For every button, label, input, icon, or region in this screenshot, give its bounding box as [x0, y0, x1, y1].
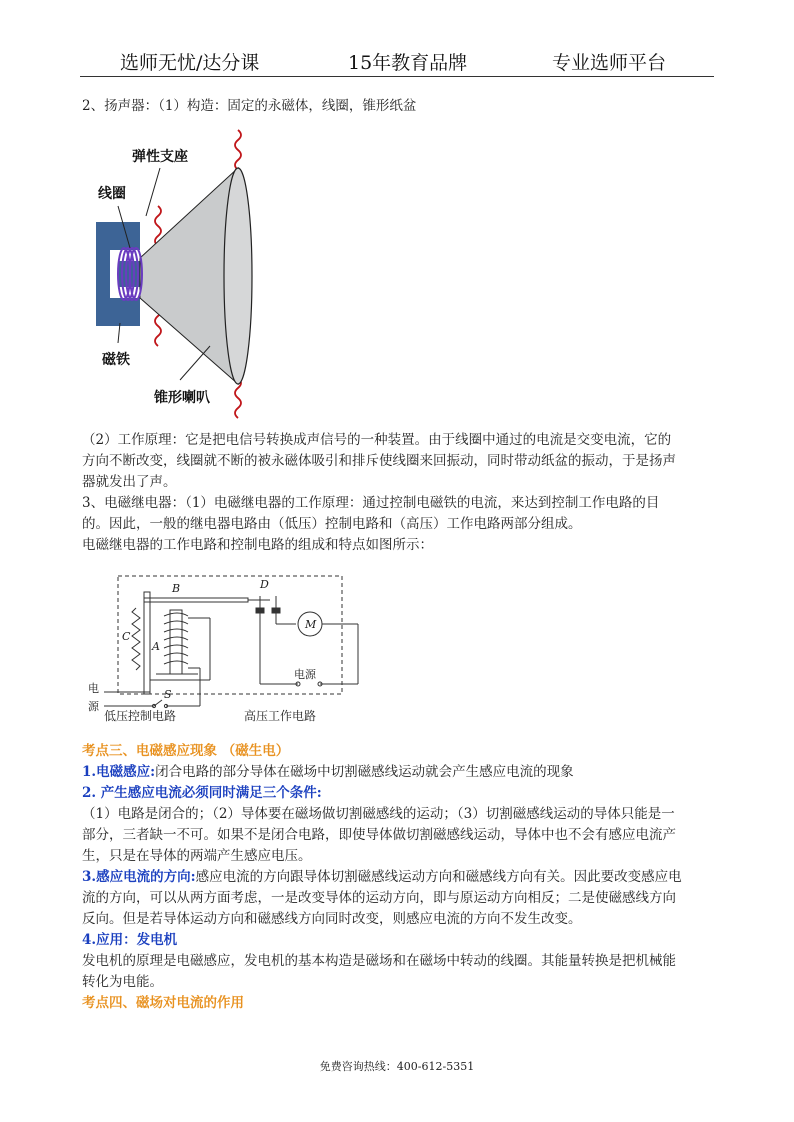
p3-label: 3.感应电流的方向: [82, 869, 196, 885]
speaker-heading: 2、扬声器：（1）构造：固定的永磁体，线圈，锥形纸盆 [82, 98, 417, 114]
header-brand: 选师无忧/达分课 [120, 52, 260, 74]
top-support-wave [235, 130, 241, 170]
electromagnet-coil [164, 613, 188, 664]
p1-text: 闭合电路的部分导体在磁场中切割磁感线运动就会产生感应电流的现象 [155, 764, 574, 780]
label-supply-1: 电 [88, 682, 99, 695]
label-coil: 线圈 [98, 186, 126, 202]
principle-line-1: （2）工作原理：它是把电信号转换成声信号的一种装置。由于线圈中通过的电流是交变电流，它的 [82, 432, 672, 448]
p3-first: 感应电流的方向跟导体切割磁感线运动方向和磁感线方向有关。因此要改变感应电 [195, 869, 682, 885]
header-slogan: 15年教育品牌 [348, 52, 468, 74]
p4-line-1: 发电机的原理是电磁感应，发电机的基本构造是磁场和在磁场中转动的线圈。其能量转换是把机械能 [82, 953, 676, 969]
label-a: A [152, 640, 160, 653]
p2-line-3: 生，只是在导体的两端产生感应电压。 [82, 848, 312, 864]
label-cone: 锥形喇叭 [154, 390, 210, 406]
label-power-source: 电源 [294, 668, 316, 681]
section3-p2-label: 2. 产生感应电流必须同时满足三个条件: [82, 785, 322, 801]
electromagnet-core [170, 610, 182, 674]
p2-line-1: （1）电路是闭合的；（2）导体要在磁场做切割磁感线的运动；（3）切割磁感线运动的导体只能是一 [82, 806, 675, 822]
label-b: B [172, 582, 181, 595]
label-magnet: 磁铁 [102, 352, 130, 368]
p4-line-2: 转化为电能。 [82, 974, 163, 990]
label-c: C [122, 630, 131, 643]
pivot-post [144, 592, 150, 694]
speaker-diagram [88, 128, 288, 423]
cone-rim [224, 168, 252, 384]
label-s: S [164, 688, 172, 701]
label-elastic-support: 弹性支座 [132, 149, 188, 165]
label-low-voltage: 低压控制电路 [104, 709, 177, 723]
speaker-cone [140, 168, 238, 384]
label-supply-2: 源 [88, 700, 99, 713]
p3-line-1: 流的方向，可以从两方面考虑，一是改变导体的运动方向，即与原运动方向相反；二是使磁感线方向 [82, 890, 676, 906]
label-d: D [260, 578, 269, 591]
section3-p1 [82, 762, 574, 783]
spring-c [132, 608, 140, 670]
p2-line-2: 部分，三者缺一不可。如果不是闭合电路，即使导体做切割磁感线运动，导体中也不会有感应电流产 [82, 827, 676, 843]
relay-diagram [84, 568, 364, 726]
relay-line-2: 的。因此，一般的继电器电路由（低压）控制电路和（高压）工作电路两部分组成。 [82, 516, 582, 532]
section3-p3 [82, 867, 682, 888]
p1-label: 1.电磁感应: [82, 764, 156, 780]
relay-line-3: 电磁继电器的工作电路和控制电路的组成和特点如图所示： [82, 537, 433, 553]
header-platform: 专业选师平台 [552, 52, 667, 74]
section3-title: 考点三、电磁感应现象 （磁生电） [82, 743, 290, 759]
footer-hotline: 免费咨询热线：400-612-5351 [319, 1060, 475, 1073]
p3-line-2: 反向。但是若导体运动方向和磁感线方向同时改变，则感应电流的方向不发生改变。 [82, 911, 582, 927]
section4-title: 考点四、磁场对电流的作用 [82, 995, 244, 1011]
label-high-voltage: 高压工作电路 [244, 709, 317, 723]
section3-p4-label: 4.应用：发电机 [82, 932, 178, 948]
armature-bar [144, 598, 248, 602]
relay-line-1: 3、电磁继电器：（1）电磁继电器的工作原理：通过控制电磁铁的电流，来达到控制工作电路的目 [82, 495, 660, 511]
principle-line-3: 器就发出了声。 [82, 474, 177, 490]
page-header [80, 48, 714, 77]
label-m: M [305, 618, 317, 631]
principle-line-2: 方向不断改变，线圈就不断的被永磁体吸引和排斥使线圈来回振动，同时带动纸盆的振动，于是扬声 [82, 453, 676, 469]
